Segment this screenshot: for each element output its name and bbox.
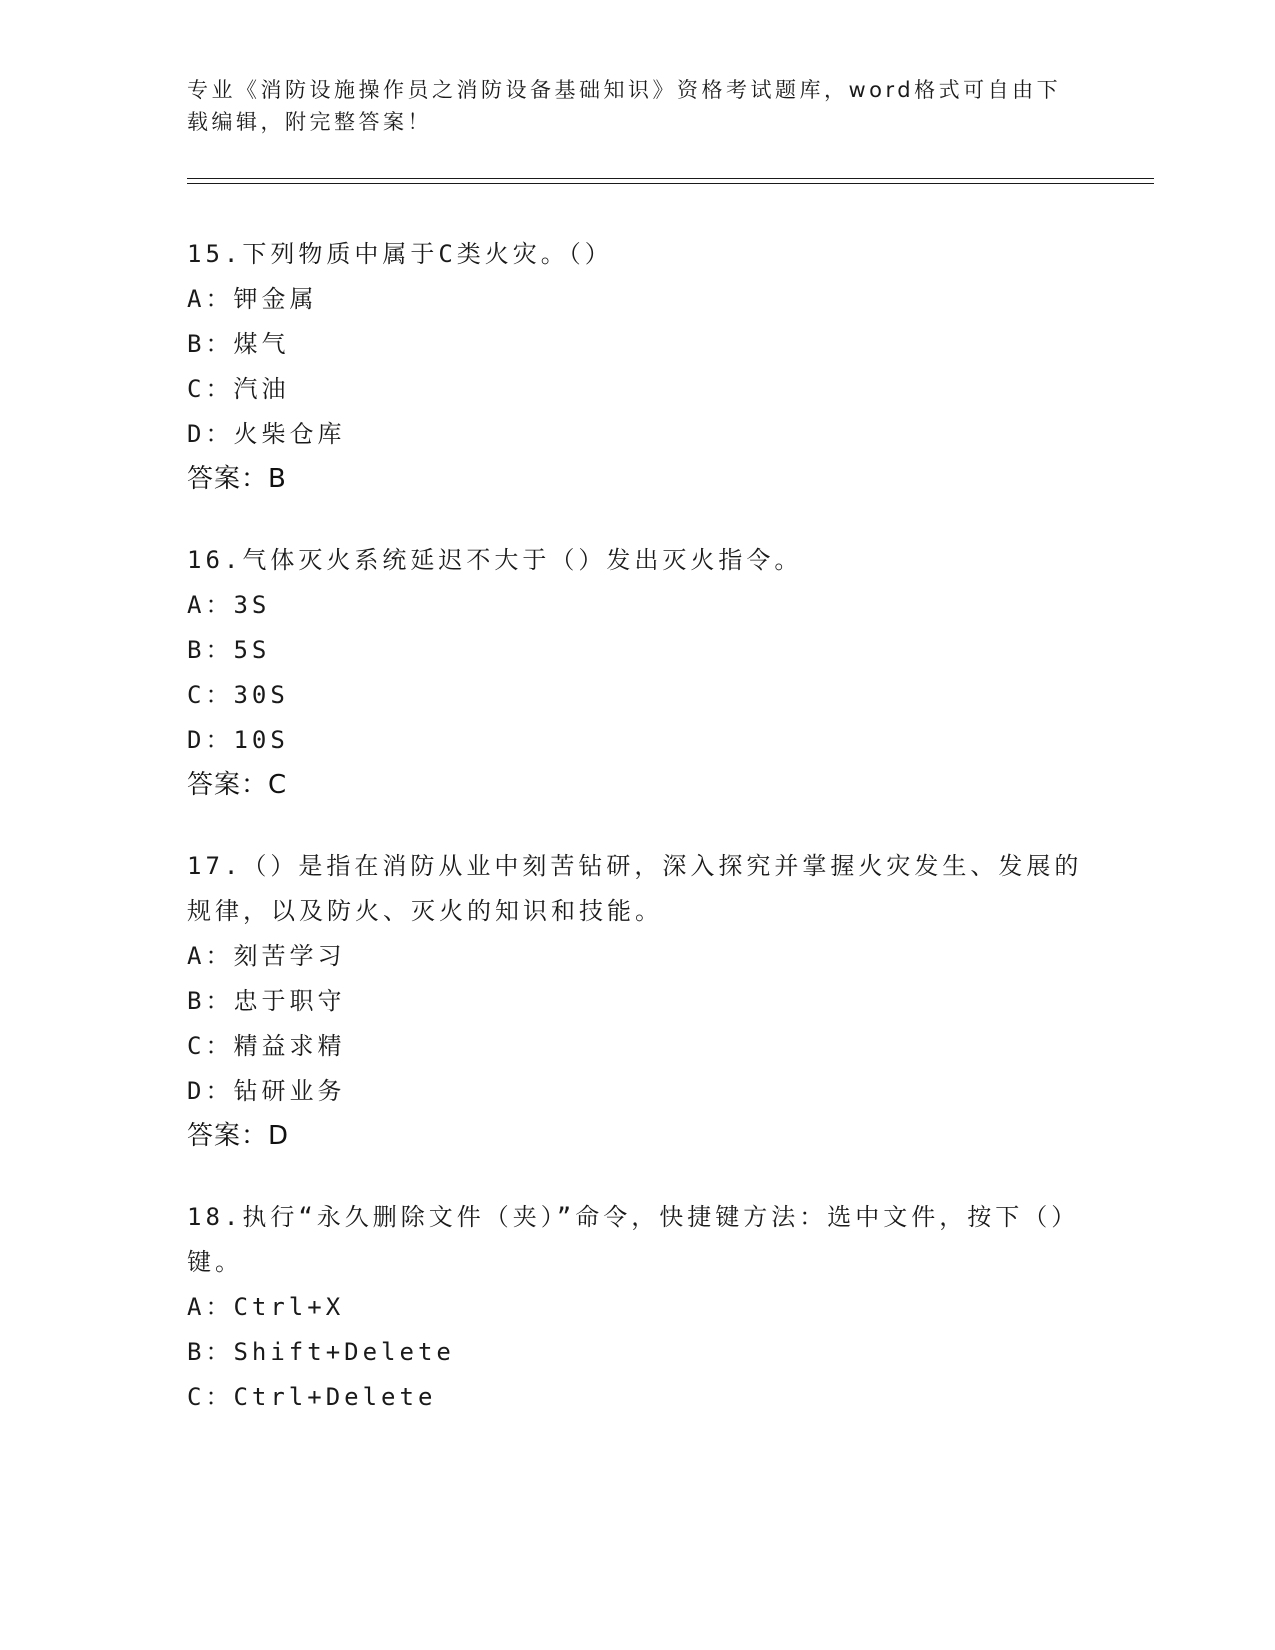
option-d xyxy=(187,1069,1087,1114)
option-label: B： xyxy=(187,636,234,664)
option-label: C： xyxy=(187,1383,234,1411)
option-text: 忠于职守 xyxy=(233,987,346,1015)
option-text: 30S xyxy=(233,681,289,709)
option-label: B： xyxy=(187,330,234,358)
question-18 xyxy=(187,1195,1087,1420)
option-label: D： xyxy=(187,1077,234,1105)
option-b xyxy=(187,322,1087,367)
option-a xyxy=(187,583,1087,628)
option-d xyxy=(187,718,1087,763)
option-label: C： xyxy=(187,375,234,403)
header-divider-bottom xyxy=(187,183,1154,184)
option-text: Shift+Delete xyxy=(233,1338,455,1366)
question-15 xyxy=(187,232,1087,502)
answer-line: 答案：B xyxy=(187,464,287,494)
question-list xyxy=(187,232,1087,1456)
option-text: 钾金属 xyxy=(233,285,318,313)
option-label: A： xyxy=(187,285,234,313)
option-label: C： xyxy=(187,681,234,709)
option-c xyxy=(187,367,1087,412)
question-stem: 17.（）是指在消防从业中刻苦钻研，深入探究并掌握火灾发生、发展的规律，以及防火、灭火的知识和技能。 xyxy=(187,852,1083,925)
option-text: 煤气 xyxy=(233,330,290,358)
option-label: D： xyxy=(187,420,234,448)
option-b xyxy=(187,1330,1087,1375)
option-d xyxy=(187,412,1087,457)
option-text: 5S xyxy=(233,636,271,664)
option-b xyxy=(187,628,1087,673)
option-c xyxy=(187,1024,1087,1069)
option-label: A： xyxy=(187,1293,234,1321)
option-label: C： xyxy=(187,1032,234,1060)
option-label: B： xyxy=(187,1338,234,1366)
question-stem: 16.气体灭火系统延迟不大于（）发出灭火指令。 xyxy=(187,546,803,574)
option-a xyxy=(187,934,1087,979)
question-16 xyxy=(187,538,1087,808)
option-text: 10S xyxy=(233,726,289,754)
option-c xyxy=(187,1375,1087,1420)
option-b xyxy=(187,979,1087,1024)
option-a xyxy=(187,1285,1087,1330)
option-text: 汽油 xyxy=(233,375,290,403)
option-text: 火柴仓库 xyxy=(233,420,346,448)
option-text: 精益求精 xyxy=(233,1032,346,1060)
option-label: D： xyxy=(187,726,234,754)
question-17 xyxy=(187,844,1087,1159)
option-c xyxy=(187,673,1087,718)
answer-line: 答案：D xyxy=(187,1121,290,1151)
document-header: 专业《消防设施操作员之消防设备基础知识》资格考试题库，word格式可自由下载编辑，附完整答案！ xyxy=(187,78,1062,134)
option-label: B： xyxy=(187,987,234,1015)
option-label: A： xyxy=(187,591,234,619)
option-text: 刻苦学习 xyxy=(233,942,346,970)
option-text: 3S xyxy=(233,591,271,619)
option-label: A： xyxy=(187,942,234,970)
answer-line: 答案：C xyxy=(187,770,288,800)
option-text: 钻研业务 xyxy=(233,1077,346,1105)
option-text: Ctrl+X xyxy=(233,1293,345,1321)
question-stem: 18.执行“永久删除文件（夹）”命令，快捷键方法：选中文件，按下（）键。 xyxy=(187,1203,1080,1276)
header-divider-top xyxy=(187,178,1154,179)
question-stem: 15.下列物质中属于C类火灾。（） xyxy=(187,240,613,268)
option-a xyxy=(187,277,1087,322)
option-text: Ctrl+Delete xyxy=(233,1383,437,1411)
